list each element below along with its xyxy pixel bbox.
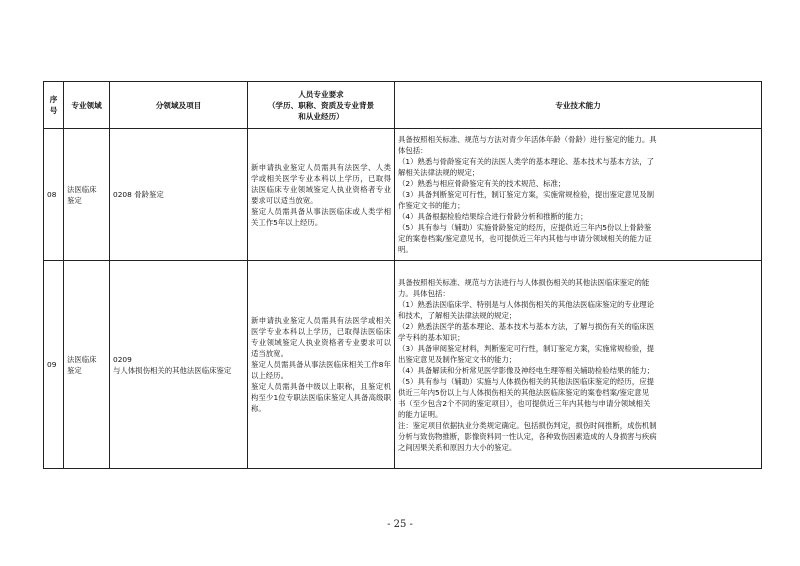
- row-subdomain: 0209 与人体损伤相关的其他法医临床鉴定: [110, 261, 248, 469]
- row-no: 09: [44, 261, 64, 469]
- capability-line: 具备按照相关标准、规范与方法进行与人体损伤相关的其他法医临床鉴定的能: [398, 277, 650, 287]
- table-row: [44, 261, 762, 469]
- capability-line: 作鉴定文书的能力；: [398, 201, 465, 210]
- capability-line: （4）具备根据检验结果综合进行骨龄分析和推断的能力；: [398, 212, 588, 221]
- header-subdomain: 分领域及项目: [110, 82, 248, 129]
- capability-line: （4）具备解读和分析常见医学影像及神经电生理等相关辅助检验结果的能力；: [398, 365, 654, 375]
- capability-line: 供近三年内5份以上与人体损伤相关的其他法医临床鉴定的案卷档案/鉴定意见: [398, 387, 650, 397]
- row-capability: [395, 129, 762, 261]
- capability-line: 的能力证明。: [398, 409, 443, 419]
- row-capability: [395, 261, 762, 469]
- capability-line: 定的案卷档案/鉴定意见书，也可提供近三年内其他与申请分领域相关的能力证: [398, 234, 652, 243]
- capability-line: 出鉴定意见及制作鉴定文书的能力；: [398, 354, 517, 364]
- capability-line: 具备按照相关标准、规范与方法对青少年活体年龄（骨龄）进行鉴定的能力。具: [398, 135, 657, 144]
- row-no: 08: [44, 129, 64, 261]
- capability-line: 学专科的基本知识；: [398, 332, 465, 342]
- header-capability: 专业技术能力: [395, 82, 762, 129]
- capability-line: （2）熟悉与相应骨龄鉴定有关的技术规范、标准；: [398, 179, 566, 188]
- capability-line: 分析与致伤物推断，影像资料同一性认定，各种致伤因素造成的人身损害与疾病: [398, 431, 657, 441]
- capability-line: （1）熟悉法医临床学、特别是与人体损伤相关的其他法医临床鉴定的专业理论: [398, 299, 654, 309]
- capability-line: 力。具体包括：: [398, 288, 450, 298]
- capability-line: 和技术，了解相关法律法规的规定；: [398, 310, 517, 320]
- capability-line: （2）熟悉法医学的基本理论、基本技术与基本方法，了解与损伤有关的临床医: [398, 321, 654, 331]
- capability-line: （3）具备审阅鉴定材料，判断鉴定可行性，制订鉴定方案，实施常规检验，提: [398, 343, 654, 353]
- qualification-table: [43, 81, 762, 469]
- header-no: 序 号: [44, 82, 64, 129]
- row-subdomain: 0208 骨龄鉴定: [110, 129, 248, 261]
- table-header-row: [44, 82, 762, 129]
- capability-line: （1）熟悉与骨龄鉴定有关的法医人类学的基本理论、基本技术与基本方法，了: [398, 157, 654, 166]
- row-requirements: 新申请执业鉴定人员需具有法医学或相关医学专业本科以上学历，已取得法医临床专业领域鉴定人执业资格者专业要求可以适当放宽。 鉴定人员需具备从事法医临床相关工作8年以上经历。 鉴定人员需具备中级以上职称，且鉴定机构至少1位专职法医临床鉴定人具备高级职称。: [248, 261, 395, 469]
- capability-line: 体包括：: [398, 146, 428, 155]
- row-domain: 法医临床 鉴定: [64, 261, 110, 469]
- capability-line: （3）具备判断鉴定可行性，制订鉴定方案，实施常规检验，提出鉴定意见及制: [398, 190, 654, 199]
- capability-line: （5）具有参与（辅助）实施与人体损伤相关的其他法医临床鉴定的经历，应提: [398, 376, 654, 386]
- capability-line: 注：鉴定项目依据执业分类规定确定。包括损伤判定，损伤时间推断，成伤机制: [398, 420, 657, 430]
- row-domain: 法医临床 鉴定: [64, 129, 110, 261]
- capability-line: 明。: [398, 245, 413, 254]
- header-requirements: 人员专业要求 （学历、职称、资质及专业背景 和从业经历）: [248, 82, 395, 129]
- page-number: - 25 -: [387, 519, 413, 530]
- header-domain: 专业领域: [64, 82, 110, 129]
- table-row: [44, 129, 762, 261]
- capability-line: （5）具有参与（辅助）实施骨龄鉴定的经历，应提供近三年内5份以上骨龄鉴: [398, 223, 652, 232]
- capability-line: 解相关法律法规的规定；: [398, 168, 480, 177]
- row-requirements: 新申请执业鉴定人员需具有法医学、人类学或相关医学专业本科以上学历，已取得法医临床专业领域鉴定人执业资格者专业要求可以适当放宽。 鉴定人员需具备从事法医临床或人类学相关工作5年以上经历。: [248, 129, 395, 261]
- capability-line: 之间因果关系和原因力大小的鉴定。: [398, 442, 517, 452]
- capability-line: 书（至少包含2个不同的鉴定项目），也可提供近三年内其他与申请分领域相关: [398, 398, 651, 408]
